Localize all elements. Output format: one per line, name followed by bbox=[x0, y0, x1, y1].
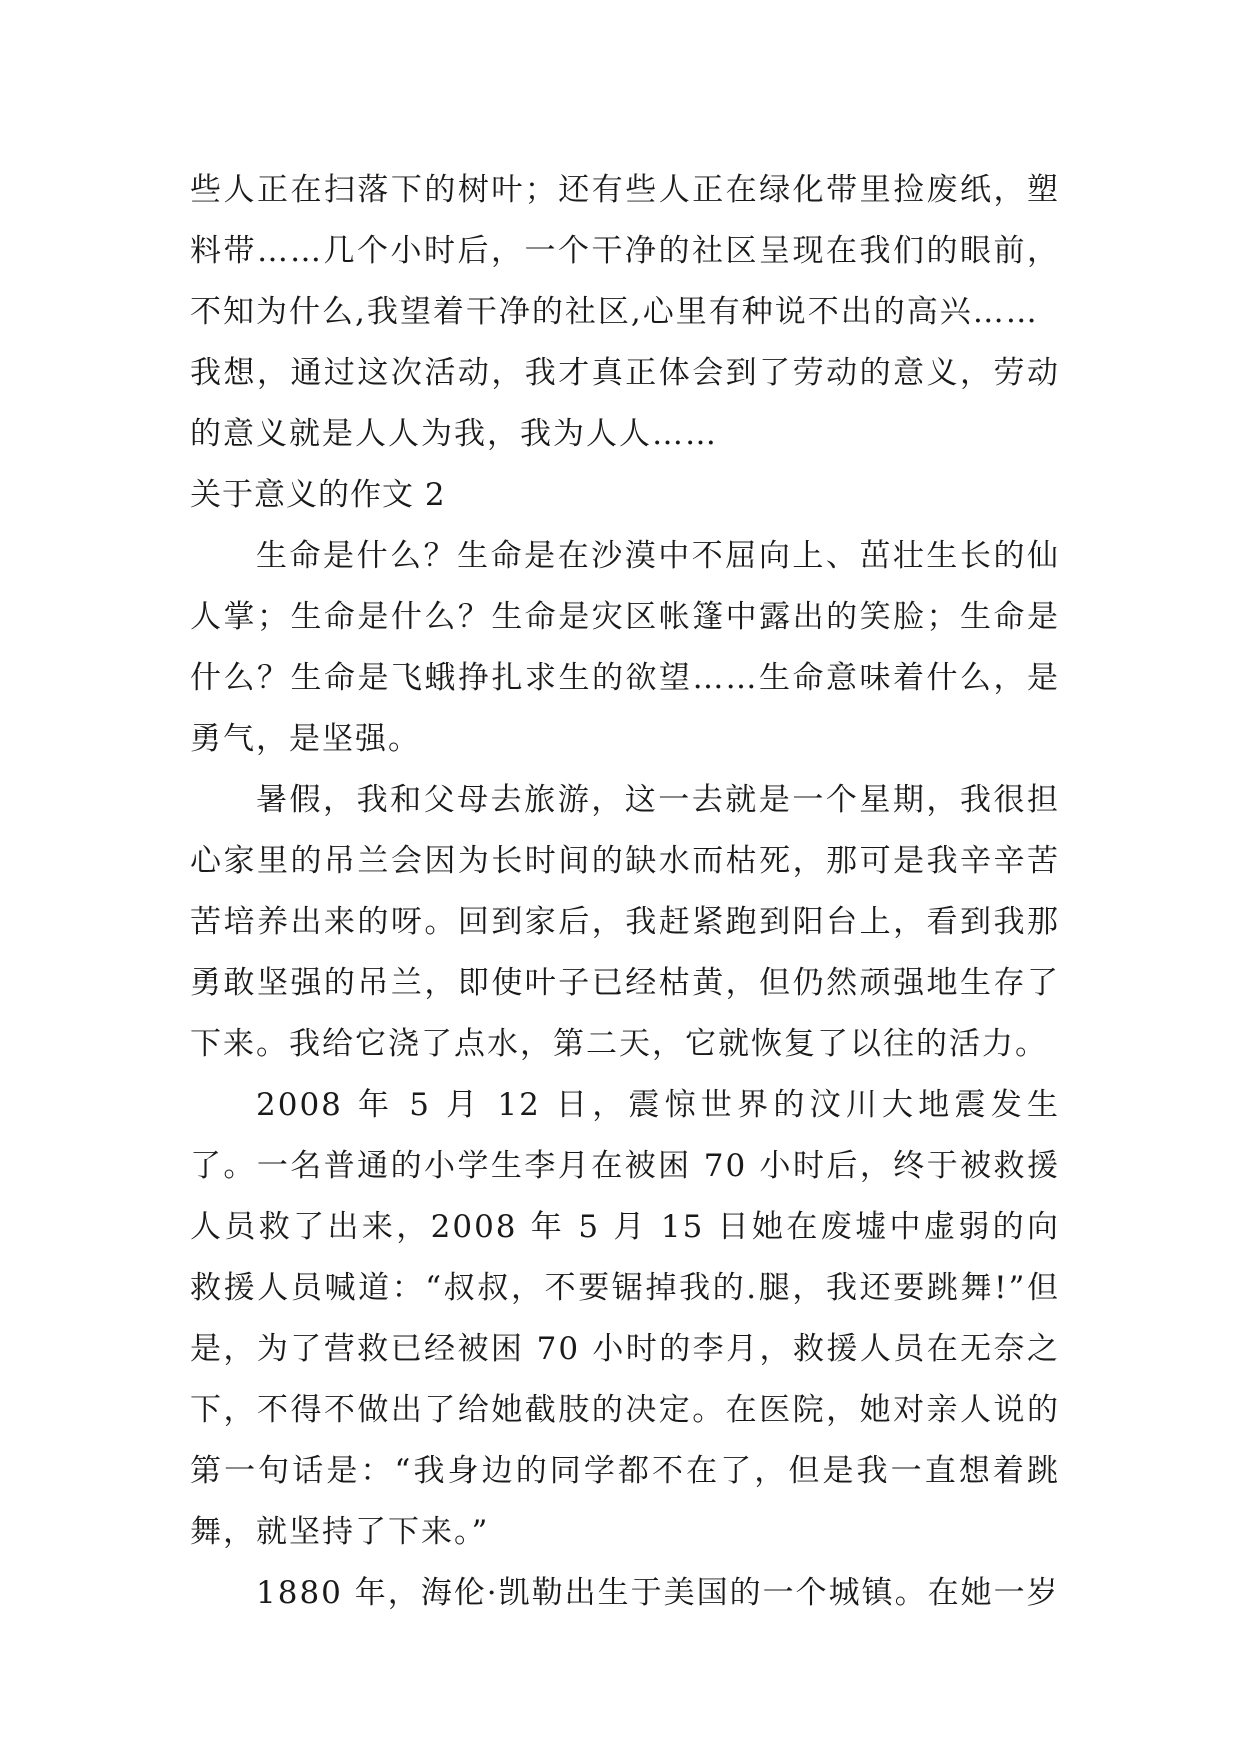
essay-paragraph: 1880 年，海伦·凯勒出生于美国的一个城镇。在她一岁 bbox=[256, 1575, 1060, 1611]
essay-paragraph: 生命是什么？生命是在沙漠中不屈向上、茁壮生长的仙人掌；生命是什么？生命是灾区帐篷中露出的笑脸；生命是什么？生命是飞蛾挣扎求生的欲望……生命意味着什么，是勇气，是坚强。 bbox=[190, 538, 1060, 757]
essay-paragraph: 2008 年 5 月 12 日，震惊世界的汶川大地震发生了。一名普通的小学生李月在被困 70 小时后，终于被救援人员救了出来，2008 年 5 月 15 日她在废墟中虚弱的向救援人员喊道：“叔叔，不要锯掉我的.腿，我还要跳舞!”但是，为了营救已经被困 70 小时的李月，救援人员在无奈之下，不得不做出了给她截肢的决定。在医院，她对亲人说的第一句话是：“我身边的同学都不在了，但是我一直想着跳舞，就坚持了下来。” bbox=[190, 1087, 1060, 1550]
essay-title: 关于意义的作文 2 bbox=[190, 477, 446, 513]
document-body bbox=[190, 160, 1060, 1624]
essay-paragraph: 暑假，我和父母去旅游，这一去就是一个星期，我很担心家里的吊兰会因为长时间的缺水而枯死，那可是我辛辛苦苦培养出来的呀。回到家后，我赶紧跑到阳台上，看到我那勇敢坚强的吊兰，即使叶子已经枯黄，但仍然顽强地生存了下来。我给它浇了点水，第二天，它就恢复了以往的活力。 bbox=[190, 782, 1060, 1062]
continuation-paragraph: 些人正在扫落下的树叶；还有些人正在绿化带里捡废纸，塑料带……几个小时后，一个干净的社区呈现在我们的眼前，不知为什么,我望着干净的社区,心里有种说不出的高兴…… bbox=[190, 172, 1060, 330]
closing-paragraph: 我想，通过这次活动，我才真正体会到了劳动的意义，劳动的意义就是人人为我，我为人人…… bbox=[190, 355, 1060, 452]
